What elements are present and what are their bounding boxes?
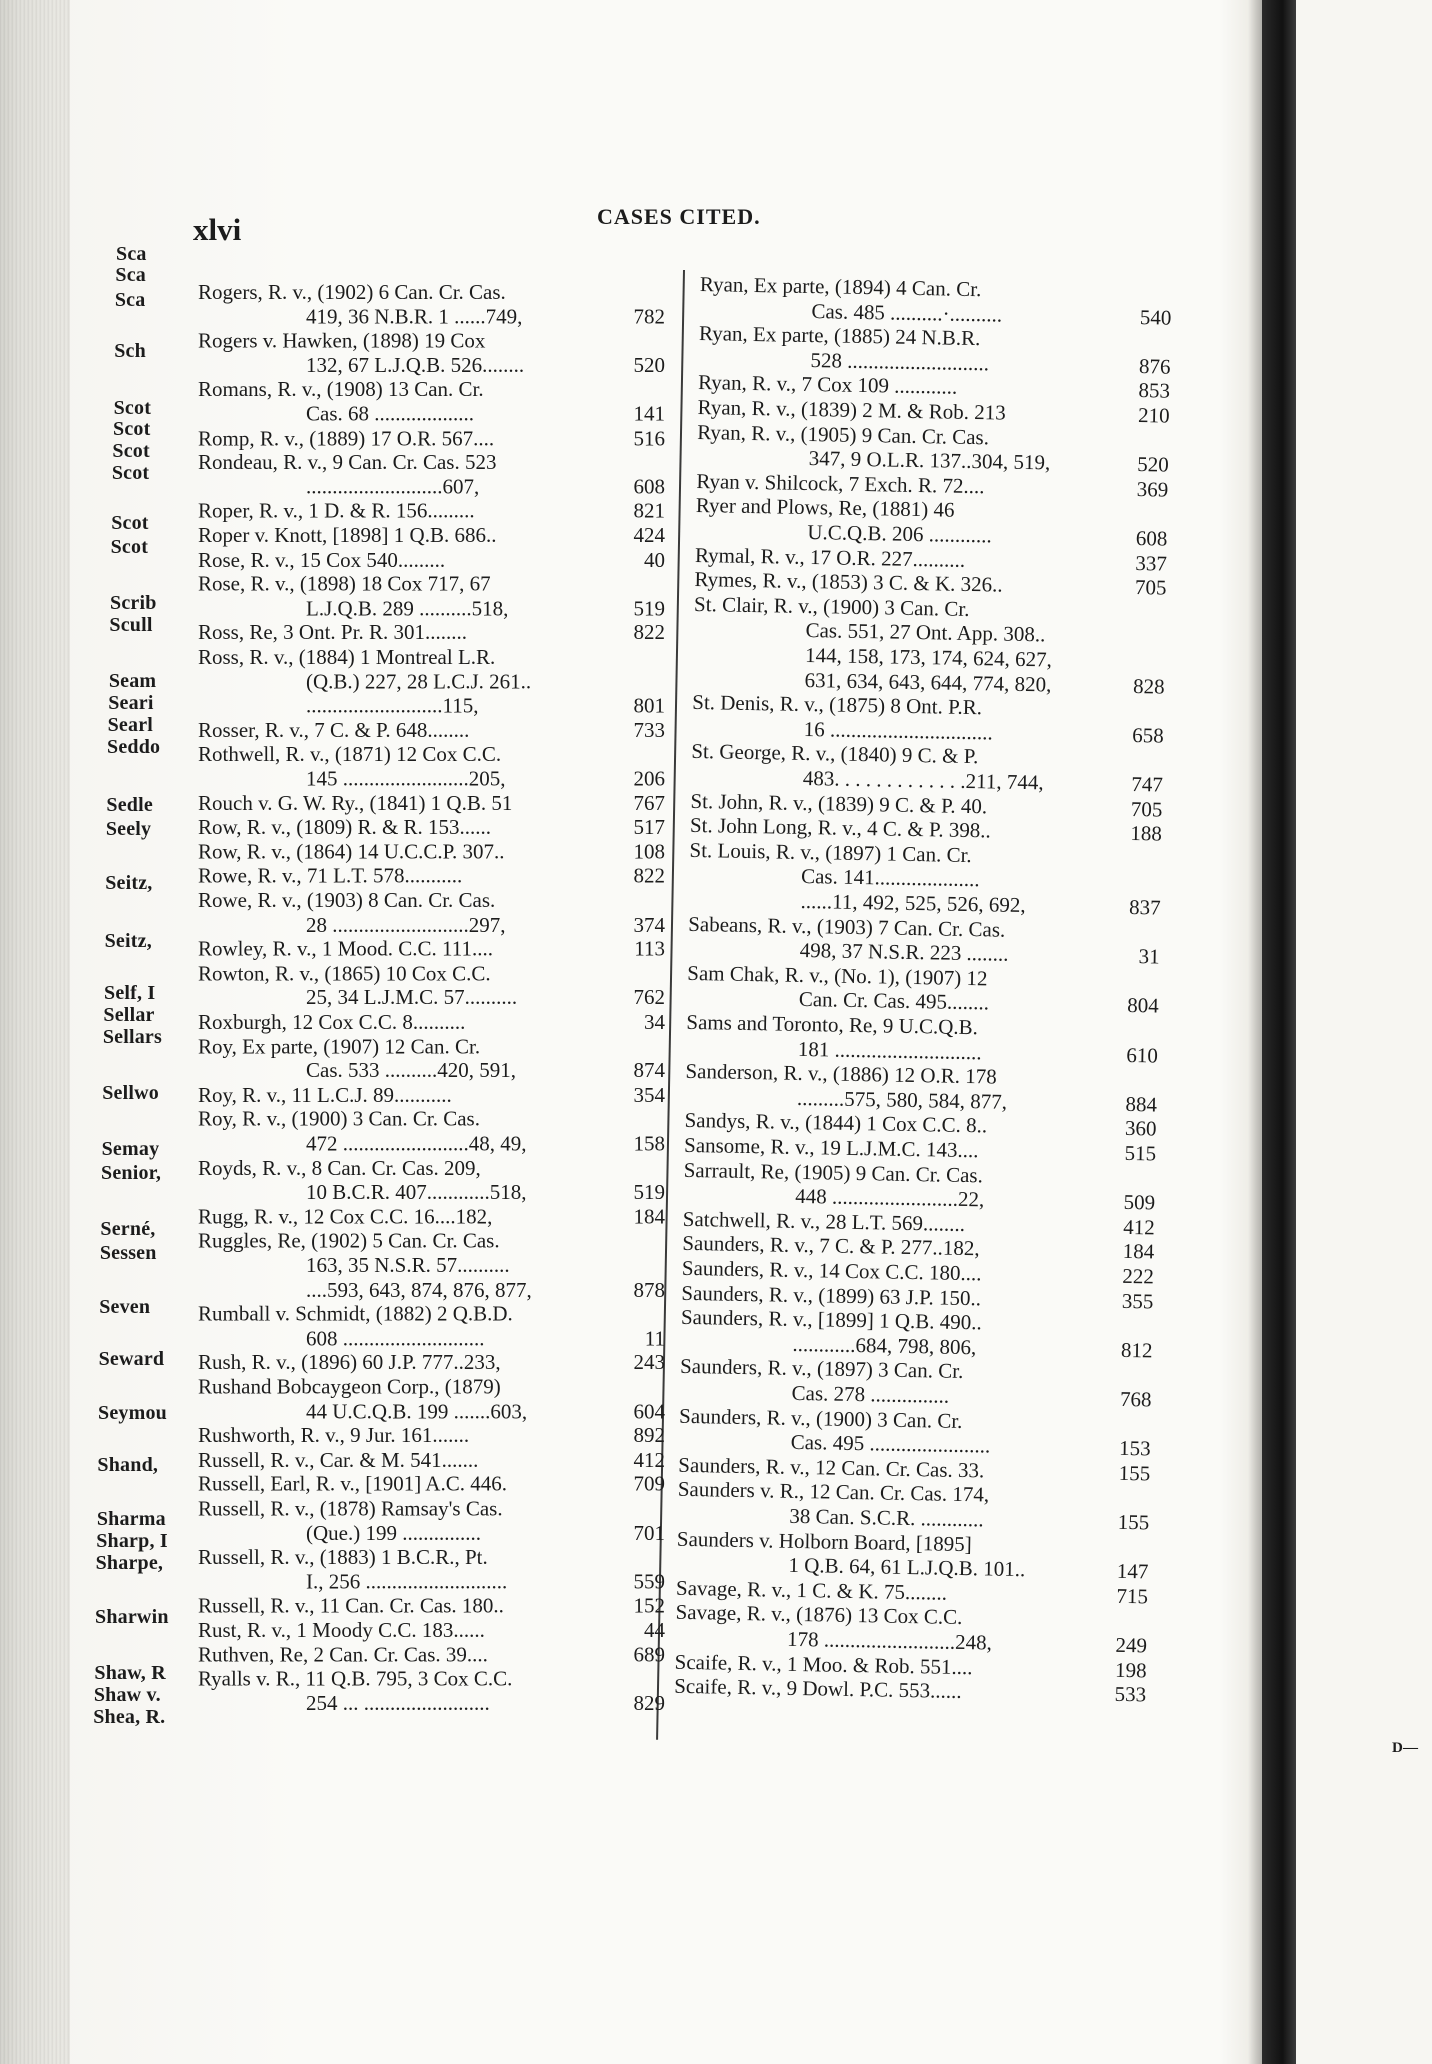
entry-page-ref: 222 [1122, 1263, 1155, 1289]
facing-page-entry-fragment: Seymou [98, 1402, 167, 1424]
entry-heading: Sandys, R. v., (1844) 1 Cox C.C. 8.. [684, 1108, 988, 1138]
facing-page-entry-fragment: Scot [110, 536, 149, 558]
facing-page-entry-fragment: Semay [101, 1138, 160, 1160]
entry-heading: Row, R. v., (1864) 14 U.C.C.P. 307.. [198, 839, 505, 864]
entry-page-ref: 44 [644, 1618, 665, 1642]
entry-heading: Row, R. v., (1809) R. & R. 153...... [198, 815, 492, 840]
entry-page-ref: 354 [633, 1082, 665, 1107]
entry-page-ref: 874 [633, 1058, 665, 1083]
entry-heading: Rowe, R. v., (1903) 8 Can. Cr. Cas. [198, 888, 496, 913]
entry-heading: Saunders, R. v., 12 Can. Cr. Cas. 33. [678, 1452, 985, 1483]
entry-heading: Ryan, Ex parte, (1885) 24 N.B.R. [698, 321, 981, 351]
facing-page-entry-fragment: Sellars [102, 1026, 162, 1048]
entry-page-ref: 153 [1118, 1436, 1151, 1461]
entry-heading: Saunders v. Holborn Board, [1895] [676, 1526, 973, 1556]
facing-page-entry-fragment: Seely [105, 818, 152, 840]
entry-page-ref: 540 [1139, 304, 1172, 330]
entry-page-ref: 610 [1126, 1042, 1159, 1068]
entry-page-ref: 355 [1121, 1288, 1154, 1314]
entry-heading: Rushand Bobcaygeon Corp., (1879) [198, 1374, 501, 1399]
entry-continuation: 16 ............................... [803, 716, 993, 745]
entry-page-ref: 705 [1130, 796, 1163, 822]
entry-continuation: 472 ........................48, 49, [306, 1131, 527, 1156]
entry-page-ref: 519 [633, 1180, 665, 1205]
entry-page-ref: 412 [633, 1447, 665, 1472]
facing-page-entry-fragment: Sca [115, 264, 147, 286]
entry-heading: Rondeau, R. v., 9 Can. Cr. Cas. 523 [198, 450, 497, 475]
entry-continuation: Cas. 485 ..........·.......... [811, 298, 1003, 327]
entry-page-ref: 11 [644, 1326, 665, 1351]
entry-page-ref: 608 [1135, 526, 1168, 551]
entry-continuation: 347, 9 O.L.R. 137..304, 519, [808, 446, 1051, 475]
entry-heading: Saunders, R. v., 14 Cox C.C. 180.... [681, 1255, 982, 1286]
entry-heading: Roper v. Knott, [1898] 1 Q.B. 686.. [198, 523, 497, 548]
entry-heading: Sansome, R. v., 19 L.J.M.C. 143.... [683, 1132, 979, 1163]
entry-continuation: ....593, 643, 874, 876, 877, [306, 1277, 532, 1302]
facing-page-signature-mark: D— [1392, 1740, 1419, 1756]
entry-page-ref: 147 [1116, 1559, 1149, 1584]
entry-heading: Rymal, R. v., 17 O.R. 227.......... [694, 542, 966, 572]
entry-page-ref: 141 [633, 401, 665, 426]
entry-heading: Ryan v. Shilcock, 7 Exch. R. 72.... [696, 468, 985, 499]
entry-continuation: Cas. 141.................... [800, 864, 980, 892]
facing-page-entry-fragment: Seddo [107, 736, 161, 758]
facing-page-entry-fragment: Senior, [101, 1162, 162, 1184]
facing-page-entry-fragment: Self, I [104, 982, 156, 1004]
entry-heading: Rowe, R. v., 71 L.T. 578........... [198, 864, 463, 888]
facing-page-entry-fragment: Scot [111, 512, 149, 534]
facing-page-entry-fragment: Sellwo [102, 1082, 159, 1104]
entry-page-ref: 31 [1138, 944, 1160, 969]
book-spine [1262, 0, 1296, 2064]
entry-continuation: ..........................607, [306, 474, 480, 499]
entry-page-ref: 828 [1132, 673, 1165, 699]
entry-heading: Rugg, R. v., 12 Cox C.C. 16....182, [198, 1204, 493, 1229]
entry-heading: Sam Chak, R. v., (No. 1), (1907) 12 [687, 960, 988, 991]
facing-page-entry-fragment: Sellar [103, 1004, 155, 1026]
facing-page-entry-fragment: Sessen [99, 1242, 157, 1264]
entry-continuation: L.J.Q.B. 289 ..........518, [306, 596, 509, 621]
entry-heading: Romp, R. v., (1889) 17 O.R. 567.... [198, 426, 495, 450]
entry-page-ref: 782 [633, 304, 665, 329]
entry-heading: Rose, R. v., 15 Cox 540......... [198, 547, 446, 572]
entry-heading: Saunders, R. v., (1897) 3 Can. Cr. [679, 1354, 964, 1384]
entry-heading: Roy, Ex parte, (1907) 12 Can. Cr. [198, 1034, 481, 1059]
entry-page-ref: 733 [633, 718, 665, 742]
entry-heading: Savage, R. v., (1876) 13 Cox C.C. [675, 1600, 963, 1630]
entry-page-ref: 853 [1138, 378, 1171, 404]
entry-heading: Ruthven, Re, 2 Can. Cr. Cas. 39.... [198, 1642, 488, 1667]
entry-heading: Saunders, R. v., [1899] 1 Q.B. 490.. [680, 1305, 982, 1335]
entry-page-ref: 822 [633, 864, 665, 888]
facing-page-entry-fragment: Seward [98, 1348, 165, 1370]
entry-heading: Ryer and Plows, Re, (1881) 46 [695, 493, 955, 523]
entry-heading: St. George, R. v., (1840) 9 C. & P. [691, 739, 979, 769]
facing-page-entry-fragment: Seitz, [105, 872, 153, 894]
facing-page-entry-fragment: Seitz, [104, 930, 152, 952]
entry-continuation: 25, 34 L.J.M.C. 57.......... [306, 985, 518, 1010]
entry-continuation: 145 ........................205, [306, 766, 506, 791]
entry-page-ref: 519 [633, 596, 665, 621]
entry-heading: Ryalls v. R., 11 Q.B. 795, 3 Cox C.C. [198, 1666, 513, 1691]
entry-continuation: 254 ... ........................ [306, 1691, 490, 1715]
entry-page-ref: 768 [1119, 1386, 1152, 1412]
entry-continuation: 163, 35 N.S.R. 57.......... [306, 1253, 510, 1278]
facing-page-entry-fragment: Sedle [106, 794, 153, 816]
entry-heading: Ryan, R. v., (1839) 2 M. & Rob. 213 [697, 394, 1006, 425]
entry-page-ref: 837 [1128, 894, 1161, 920]
entry-continuation: 608 ........................... [306, 1326, 485, 1351]
entry-heading: Rose, R. v., (1898) 18 Cox 717, 67 [198, 572, 491, 596]
entry-page-ref: 412 [1123, 1214, 1155, 1240]
entry-heading: Roper, R. v., 1 D. & R. 156......... [198, 499, 475, 523]
facing-page-entry-fragment: Shaw v. [93, 1684, 161, 1706]
entry-page-ref: 884 [1125, 1091, 1158, 1117]
entry-heading: Saunders, R. v., (1899) 63 J.P. 150.. [681, 1280, 982, 1310]
entry-heading: Satchwell, R. v., 28 L.T. 569........ [682, 1206, 966, 1236]
facing-page-entry-fragment: Scull [109, 614, 153, 636]
facing-page-entry-fragment: Scot [111, 462, 150, 484]
entry-continuation: 178 .........................248, [786, 1626, 993, 1655]
facing-page-entry-fragment: Seven [99, 1296, 151, 1318]
entry-heading: St. Clair, R. v., (1900) 3 Can. Cr. [693, 591, 970, 621]
facing-page-entry-fragment: Sch [114, 340, 146, 362]
entry-heading: Russell, Earl, R. v., [1901] A.C. 446. [198, 1472, 507, 1496]
entry-page-ref: 516 [633, 426, 665, 450]
entry-page-ref: 604 [633, 1399, 665, 1423]
entry-heading: Saunders v. R., 12 Can. Cr. Cas. 174, [677, 1477, 990, 1507]
entry-page-ref: 198 [1114, 1657, 1147, 1683]
entry-heading: Scaife, R. v., 9 Dowl. P.C. 553...... [674, 1673, 962, 1704]
entry-continuation: ..........................115, [306, 693, 479, 718]
facing-page-entry-fragment: Sca [114, 289, 146, 311]
entry-continuation: 38 Can. S.C.R. ............ [789, 1503, 984, 1532]
entry-page-ref: 520 [1136, 452, 1169, 477]
entry-continuation: (Que.) 199 ............... [306, 1520, 481, 1545]
entry-heading: Russell, R. v., Car. & M. 541....... [198, 1447, 479, 1472]
facing-page-entry-fragment: Sca [116, 243, 147, 265]
page-number: xlvi [193, 212, 242, 247]
facing-page-entry-fragment: Sharp, I [96, 1530, 168, 1552]
entry-page-ref: 804 [1127, 993, 1159, 1018]
entry-continuation: Cas. 278 ............... [791, 1380, 950, 1408]
facing-page-entry-fragment: Sharwin [95, 1606, 169, 1628]
entry-heading: Scaife, R. v., 1 Moo. & Rob. 551.... [674, 1649, 973, 1679]
entry-heading: Rushworth, R. v., 9 Jur. 161....... [198, 1423, 470, 1448]
entry-page-ref: 878 [633, 1277, 665, 1302]
entry-continuation: Cas. 551, 27 Ont. App. 308.. [805, 618, 1046, 647]
facing-page-entry-fragment: Serné, [100, 1218, 156, 1240]
entry-heading: Roxburgh, 12 Cox C.C. 8.......... [198, 1009, 466, 1034]
entry-heading: Rogers, R. v., (1902) 6 Can. Cr. Cas. [198, 280, 506, 304]
entry-heading: Savage, R. v., 1 C. & K. 75........ [675, 1575, 948, 1605]
facing-page-entry-fragment: Shea, R. [93, 1706, 166, 1728]
entry-page-ref: 689 [633, 1642, 665, 1667]
entry-heading: Russell, R. v., (1878) Ramsay's Cas. [198, 1496, 503, 1521]
entry-page-ref: 155 [1118, 1460, 1151, 1486]
entry-heading: Ruggles, Re, (1902) 5 Can. Cr. Cas. [198, 1228, 500, 1253]
entry-page-ref: 158 [633, 1131, 665, 1156]
entry-page-ref: 360 [1124, 1116, 1157, 1141]
facing-page-entry-fragment: Shaw, R [94, 1662, 166, 1684]
entry-page-ref: 243 [633, 1350, 665, 1375]
entry-heading: Ross, Re, 3 Ont. Pr. R. 301........ [198, 620, 467, 645]
entry-page-ref: 533 [1114, 1682, 1147, 1707]
entry-page-ref: 374 [633, 912, 665, 937]
entry-continuation: 419, 36 N.B.R. 1 ......749, [306, 304, 523, 329]
entry-page-ref: 337 [1135, 550, 1168, 576]
entry-continuation: Cas. 495 ....................... [790, 1430, 991, 1458]
entry-page-ref: 821 [633, 499, 665, 523]
entry-heading: St. Denis, R. v., (1875) 8 Ont. P.R. [692, 690, 983, 720]
entry-continuation: Can. Cr. Cas. 495........ [798, 987, 990, 1015]
entry-heading: Russell, R. v., 11 Can. Cr. Cas. 180.. [198, 1593, 504, 1618]
entry-page-ref: 658 [1132, 722, 1164, 748]
entry-page-ref: 108 [633, 839, 665, 864]
facing-page-entry-fragment: Seari [108, 692, 154, 714]
entry-page-ref: 40 [644, 547, 665, 572]
entry-heading: Ross, R. v., (1884) 1 Montreal L.R. [198, 645, 496, 669]
entry-page-ref: 608 [633, 474, 665, 499]
entry-continuation: (Q.B.) 227, 28 L.C.J. 261.. [306, 669, 532, 694]
entry-continuation: 528 ........................... [810, 347, 990, 376]
entry-page-ref: 206 [633, 766, 665, 791]
entry-continuation: Cas. 533 ..........420, 591, [306, 1058, 516, 1083]
entry-continuation: Cas. 68 ................... [306, 401, 474, 426]
facing-page-entry-fragment: Scot [113, 397, 152, 419]
entry-page-ref: 801 [633, 693, 665, 718]
entry-heading: Ryan, Ex parte, (1894) 4 Can. Cr. [699, 272, 982, 302]
entry-heading: Rust, R. v., 1 Moody C.C. 183...... [198, 1618, 485, 1642]
entry-page-ref: 188 [1130, 821, 1163, 846]
entry-continuation: ......11, 492, 525, 526, 692, [800, 888, 1026, 918]
facing-page-entry-fragment: Sharpe, [95, 1552, 164, 1574]
entry-heading: Roy, R. v., (1900) 3 Can. Cr. Cas. [198, 1107, 480, 1132]
entry-page-ref: 709 [633, 1472, 665, 1496]
entry-page-ref: 829 [633, 1691, 665, 1715]
entry-page-ref: 715 [1116, 1583, 1149, 1609]
entry-continuation: I., 256 ........................... [306, 1569, 508, 1594]
entry-heading: Sanderson, R. v., (1886) 12 O.R. 178 [685, 1059, 997, 1089]
entry-page-ref: 152 [633, 1593, 665, 1618]
entry-heading: Rowley, R. v., 1 Mood. C.C. 111.... [198, 936, 493, 961]
entry-continuation: ............684, 798, 806, [792, 1331, 977, 1360]
entry-continuation: 483. . . . . . . . . . . . .211, 744, [802, 765, 1044, 795]
entry-heading: Rumball v. Schmidt, (1882) 2 Q.B.D. [198, 1301, 513, 1326]
entry-continuation: 10 B.C.R. 407............518, [306, 1180, 527, 1205]
entry-heading: Ryan, R. v., 7 Cox 109 ............ [697, 370, 958, 400]
entry-page-ref: 184 [1122, 1239, 1155, 1264]
entry-page-ref: 369 [1136, 476, 1169, 502]
entry-continuation: 448 ........................22, [795, 1184, 985, 1212]
entry-page-ref: 701 [633, 1520, 665, 1545]
entry-continuation: 44 U.C.Q.B. 199 .......603, [306, 1399, 528, 1423]
entry-page-ref: 155 [1117, 1509, 1150, 1535]
entry-continuation: 1 Q.B. 64, 61 L.J.Q.B. 101.. [788, 1553, 1026, 1582]
entry-heading: Sams and Toronto, Re, 9 U.C.Q.B. [686, 1009, 979, 1040]
entry-heading: Saunders, R. v., 7 C. & P. 277..182, [682, 1231, 980, 1261]
entry-continuation: 132, 67 L.J.Q.B. 526........ [306, 353, 525, 377]
entry-heading: Sarrault, Re, (1905) 9 Can. Cr. Cas. [683, 1157, 984, 1187]
entry-continuation: U.C.Q.B. 206 ............ [807, 520, 992, 548]
entry-heading: St. Louis, R. v., (1897) 1 Can. Cr. [689, 837, 972, 867]
entry-page-ref: 113 [634, 936, 665, 961]
entry-page-ref: 767 [633, 791, 665, 815]
entry-heading: Rowton, R. v., (1865) 10 Cox C.C. [198, 961, 491, 986]
facing-page-entry-fragment: Seam [108, 670, 157, 692]
entry-heading: Romans, R. v., (1908) 13 Can. Cr. [198, 377, 484, 402]
entry-continuation: 181 ............................ [797, 1036, 982, 1064]
entry-page-ref: 515 [1124, 1140, 1157, 1166]
entry-continuation: .........575, 580, 584, 877, [796, 1085, 1008, 1114]
entry-continuation: 28 ..........................297, [306, 912, 506, 937]
entry-heading: Ryan, R. v., (1905) 9 Can. Cr. Cas. [697, 419, 990, 449]
gutter-shadow [1248, 0, 1262, 2064]
entry-heading: Saunders, R. v., (1900) 3 Can. Cr. [678, 1403, 963, 1433]
entry-page-ref: 892 [633, 1423, 665, 1448]
page-edge-stack [0, 0, 70, 2064]
facing-page-entry-fragment: Scot [112, 440, 150, 462]
facing-page-entry-fragment: Searl [107, 714, 154, 736]
entry-page-ref: 822 [633, 620, 665, 645]
entry-heading: Royds, R. v., 8 Can. Cr. Cas. 209, [198, 1155, 481, 1180]
entry-heading: Russell, R. v., (1883) 1 B.C.R., Pt. [198, 1545, 488, 1569]
entry-heading: St. John, R. v., (1839) 9 C. & P. 40. [690, 788, 988, 818]
entry-page-ref: 34 [644, 1009, 665, 1034]
entry-heading: Rush, R. v., (1896) 60 J.P. 777..233, [198, 1350, 501, 1375]
entry-continuation: 498, 37 N.S.R. 223 ........ [799, 938, 1009, 966]
entry-page-ref: 184 [633, 1204, 665, 1229]
entry-continuation: 144, 158, 173, 174, 624, 627, [804, 642, 1053, 672]
entry-page-ref: 705 [1134, 575, 1167, 600]
entry-heading: Rosser, R. v., 7 C. & P. 648........ [198, 718, 470, 742]
entry-page-ref: 517 [633, 815, 665, 840]
entry-heading: Sabeans, R. v., (1903) 7 Can. Cr. Cas. [687, 911, 1006, 942]
entry-page-ref: 520 [633, 353, 665, 377]
entry-heading: Roy, R. v., 11 L.C.J. 89........... [198, 1082, 452, 1107]
facing-page-entry-fragment: Sharma [96, 1508, 166, 1530]
facing-page-entry-fragment: Scot [113, 418, 151, 440]
entry-page-ref: 747 [1131, 771, 1164, 797]
facing-page-entry-fragment: Shand, [97, 1454, 159, 1476]
entry-heading: Rothwell, R. v., (1871) 12 Cox C.C. [198, 742, 502, 767]
entry-heading: Rogers v. Hawken, (1898) 19 Cox [198, 328, 486, 353]
entry-continuation: 631, 634, 643, 644, 774, 820, [804, 667, 1052, 697]
entry-page-ref: 509 [1123, 1190, 1156, 1215]
entry-page-ref: 876 [1138, 353, 1171, 379]
entry-page-ref: 424 [633, 523, 665, 548]
facing-page-entry-fragment: Scrib [110, 592, 157, 614]
entry-heading: Rymes, R. v., (1853) 3 C. & K. 326.. [694, 567, 1003, 597]
entry-page-ref: 559 [633, 1569, 665, 1594]
entry-heading: Rouch v. G. W. Ry., (1841) 1 Q.B. 51 [198, 791, 513, 815]
entry-page-ref: 812 [1120, 1337, 1153, 1363]
running-head: CASES CITED. [597, 204, 761, 229]
entry-page-ref: 249 [1115, 1632, 1148, 1658]
entry-heading: St. John Long, R. v., 4 C. & P. 398.. [689, 813, 992, 843]
entry-page-ref: 762 [633, 985, 665, 1010]
entry-page-ref: 210 [1137, 403, 1170, 428]
